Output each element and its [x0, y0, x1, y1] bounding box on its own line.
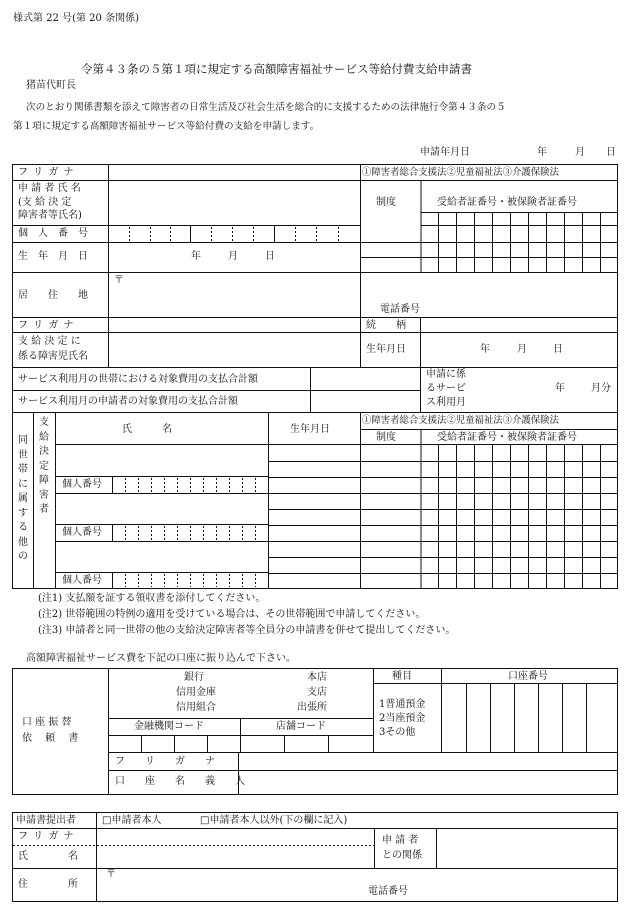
personal-number-label: 個 人 番 号	[18, 228, 88, 239]
relation-label: 続 柄	[366, 320, 406, 331]
form-number: 様式第 22 号(第 20 条関係)	[13, 13, 139, 24]
household-system-label: 制度	[376, 432, 396, 443]
note-1: (注1) 支払額を証する領収書を添付してください。	[38, 593, 266, 604]
account-holder-label: 口 座 名 義 人	[115, 776, 245, 787]
note-2: (注2) 世帯範囲の特例の適用を受けている場合は、その世帯範囲で申請してください。	[38, 609, 426, 620]
account-type-2: 2当座預金	[379, 713, 426, 724]
note-3: (注3) 申請者と同一世帯の他の支給決定障害者等全員分の申請書を併せて提出してください。	[38, 625, 456, 636]
address-label: 居 住 地	[18, 290, 88, 301]
submitter-other-option[interactable]: □申請者本人以外(下の欄に記入)	[200, 815, 348, 826]
account-holder-input[interactable]	[109, 771, 617, 794]
date-month-label: 月	[575, 147, 585, 158]
birth-date-label: 生 年 月 日	[18, 251, 88, 262]
bank-option-bank: 銀行	[184, 672, 204, 683]
submitter-relation-label-2: との関係	[382, 850, 422, 861]
bank-instruction: 高額障害福祉サービス費を下記の口座に振り込んで下さい。	[26, 653, 296, 664]
branch-option-shiten: 支店	[307, 687, 327, 698]
service-month-label-2: るサービ	[426, 383, 466, 394]
bank-option-kumiai: 信用組合	[176, 702, 216, 713]
submitter-address-label: 住 所	[18, 879, 78, 890]
submitter-name-input[interactable]	[97, 829, 374, 868]
submitter-furigana-label: フ リ ガ ナ	[18, 831, 75, 842]
applicant-total-label: サービス利用月の申請者の対象費用の支払合計額	[18, 396, 238, 407]
household-total-label: サービス利用月の世帯における対象費用の支払合計額	[18, 374, 258, 385]
applicant-name-label-2: (支 給 決 定	[18, 197, 72, 208]
applicant-name-input[interactable]	[109, 181, 360, 225]
holder-furigana-label: フ リ ガ ナ	[115, 756, 215, 767]
account-number-header: 口座番号	[508, 671, 548, 682]
household-vertical-label-2: 支給決定障害者	[39, 417, 49, 515]
child-name-label-1: 支 給 決 定 に	[18, 336, 81, 347]
household-personal-number-3: 個人番号	[62, 575, 102, 586]
application-date-label: 申請年月日	[420, 147, 470, 158]
applicant-name-label-3: 障害者等氏名)	[18, 210, 82, 221]
submitter-postal-mark: 〒	[106, 869, 116, 880]
branch-option-honten: 本店	[307, 672, 327, 683]
service-month-label-1: 申請に係	[426, 369, 466, 380]
bank-label-2: 依 頼 書	[22, 733, 79, 744]
postal-mark: 〒	[114, 275, 124, 286]
service-year: 年	[555, 383, 565, 394]
account-type-header: 種目	[392, 671, 412, 682]
bank-option-shinkin: 信用金庫	[176, 687, 216, 698]
child-name-label-2: 係る障害児氏名	[18, 351, 88, 362]
child-birth-label: 生年月日	[366, 344, 406, 355]
service-month-label-3: ス利用月	[426, 397, 466, 408]
furigana-input[interactable]	[109, 165, 360, 180]
cert-number-label: 受給者証番号・被保険者証番号	[437, 197, 577, 208]
submitter-phone-label: 電話番号	[368, 886, 408, 897]
household-law-header: ①障害者総合支援法②児童福祉法③介護保険法	[362, 415, 559, 426]
birth-day-label: 日	[265, 251, 275, 262]
system-label: 制度	[376, 197, 396, 208]
account-type-3: 3その他	[379, 727, 416, 738]
applicant-name-label-1: 申 請 者 氏 名	[18, 183, 81, 194]
account-type-1: 1普通預金	[379, 699, 426, 710]
total-amount-input[interactable]	[311, 368, 420, 412]
intro-line-1: 次のとおり関係書類を添えて障害者の日常生活及び社会生活を総合的に支援するための法律施行令第４３条の５	[26, 102, 506, 113]
furigana-label: フ リ ガ ナ	[18, 167, 75, 178]
submitter-address-input[interactable]	[97, 869, 617, 901]
personal-number-input[interactable]	[109, 226, 360, 242]
child-name-input[interactable]	[109, 333, 360, 367]
household-birth-header: 生年月日	[290, 424, 330, 435]
child-birth-year: 年	[480, 344, 490, 355]
submitter-name-label: 氏 名	[18, 851, 78, 862]
phone-label: 電話番号	[380, 304, 420, 315]
household-vertical-label-1: 同世帯に属する他の	[18, 435, 28, 562]
child-birth-month: 月	[517, 344, 527, 355]
submitter-relation-label-1: 申 請 者	[382, 835, 419, 846]
bank-label-1: 口 座 振 替	[22, 717, 72, 728]
child-furigana-label: フ リ ガ ナ	[18, 320, 75, 331]
branch-code-label: 店舗コード	[276, 721, 326, 732]
birth-year-label: 年	[191, 251, 201, 262]
date-day-label: 日	[606, 147, 616, 158]
household-personal-number-1: 個人番号	[62, 479, 102, 490]
submitter-self-option[interactable]: □申請者本人	[102, 815, 162, 826]
household-personal-number-2: 個人番号	[62, 527, 102, 538]
law-header: ①障害者総合支援法②児童福祉法③介護保険法	[362, 167, 559, 178]
household-name-header: 氏 名	[122, 424, 172, 435]
date-year-label: 年	[537, 147, 547, 158]
branch-option-shutchojo: 出張所	[297, 702, 327, 713]
household-cert-label: 受給者証番号・被保険者証番号	[437, 432, 577, 443]
child-birth-day: 日	[553, 344, 563, 355]
submitter-label: 申請書提出者	[16, 815, 76, 826]
intro-line-2: 第１項に規定する高額障害福祉サービス等給付費の支給を申請します。	[13, 121, 320, 132]
bank-code-label: 金融機関コード	[134, 721, 204, 732]
birth-month-label: 月	[228, 251, 238, 262]
address-input[interactable]	[109, 273, 617, 317]
form-title: 令第４３条の５第１項に規定する高額障害福祉サービス等給付費支給申請書	[81, 62, 472, 76]
service-month: 月分	[591, 383, 611, 394]
addressee: 猪苗代町長	[26, 80, 76, 91]
